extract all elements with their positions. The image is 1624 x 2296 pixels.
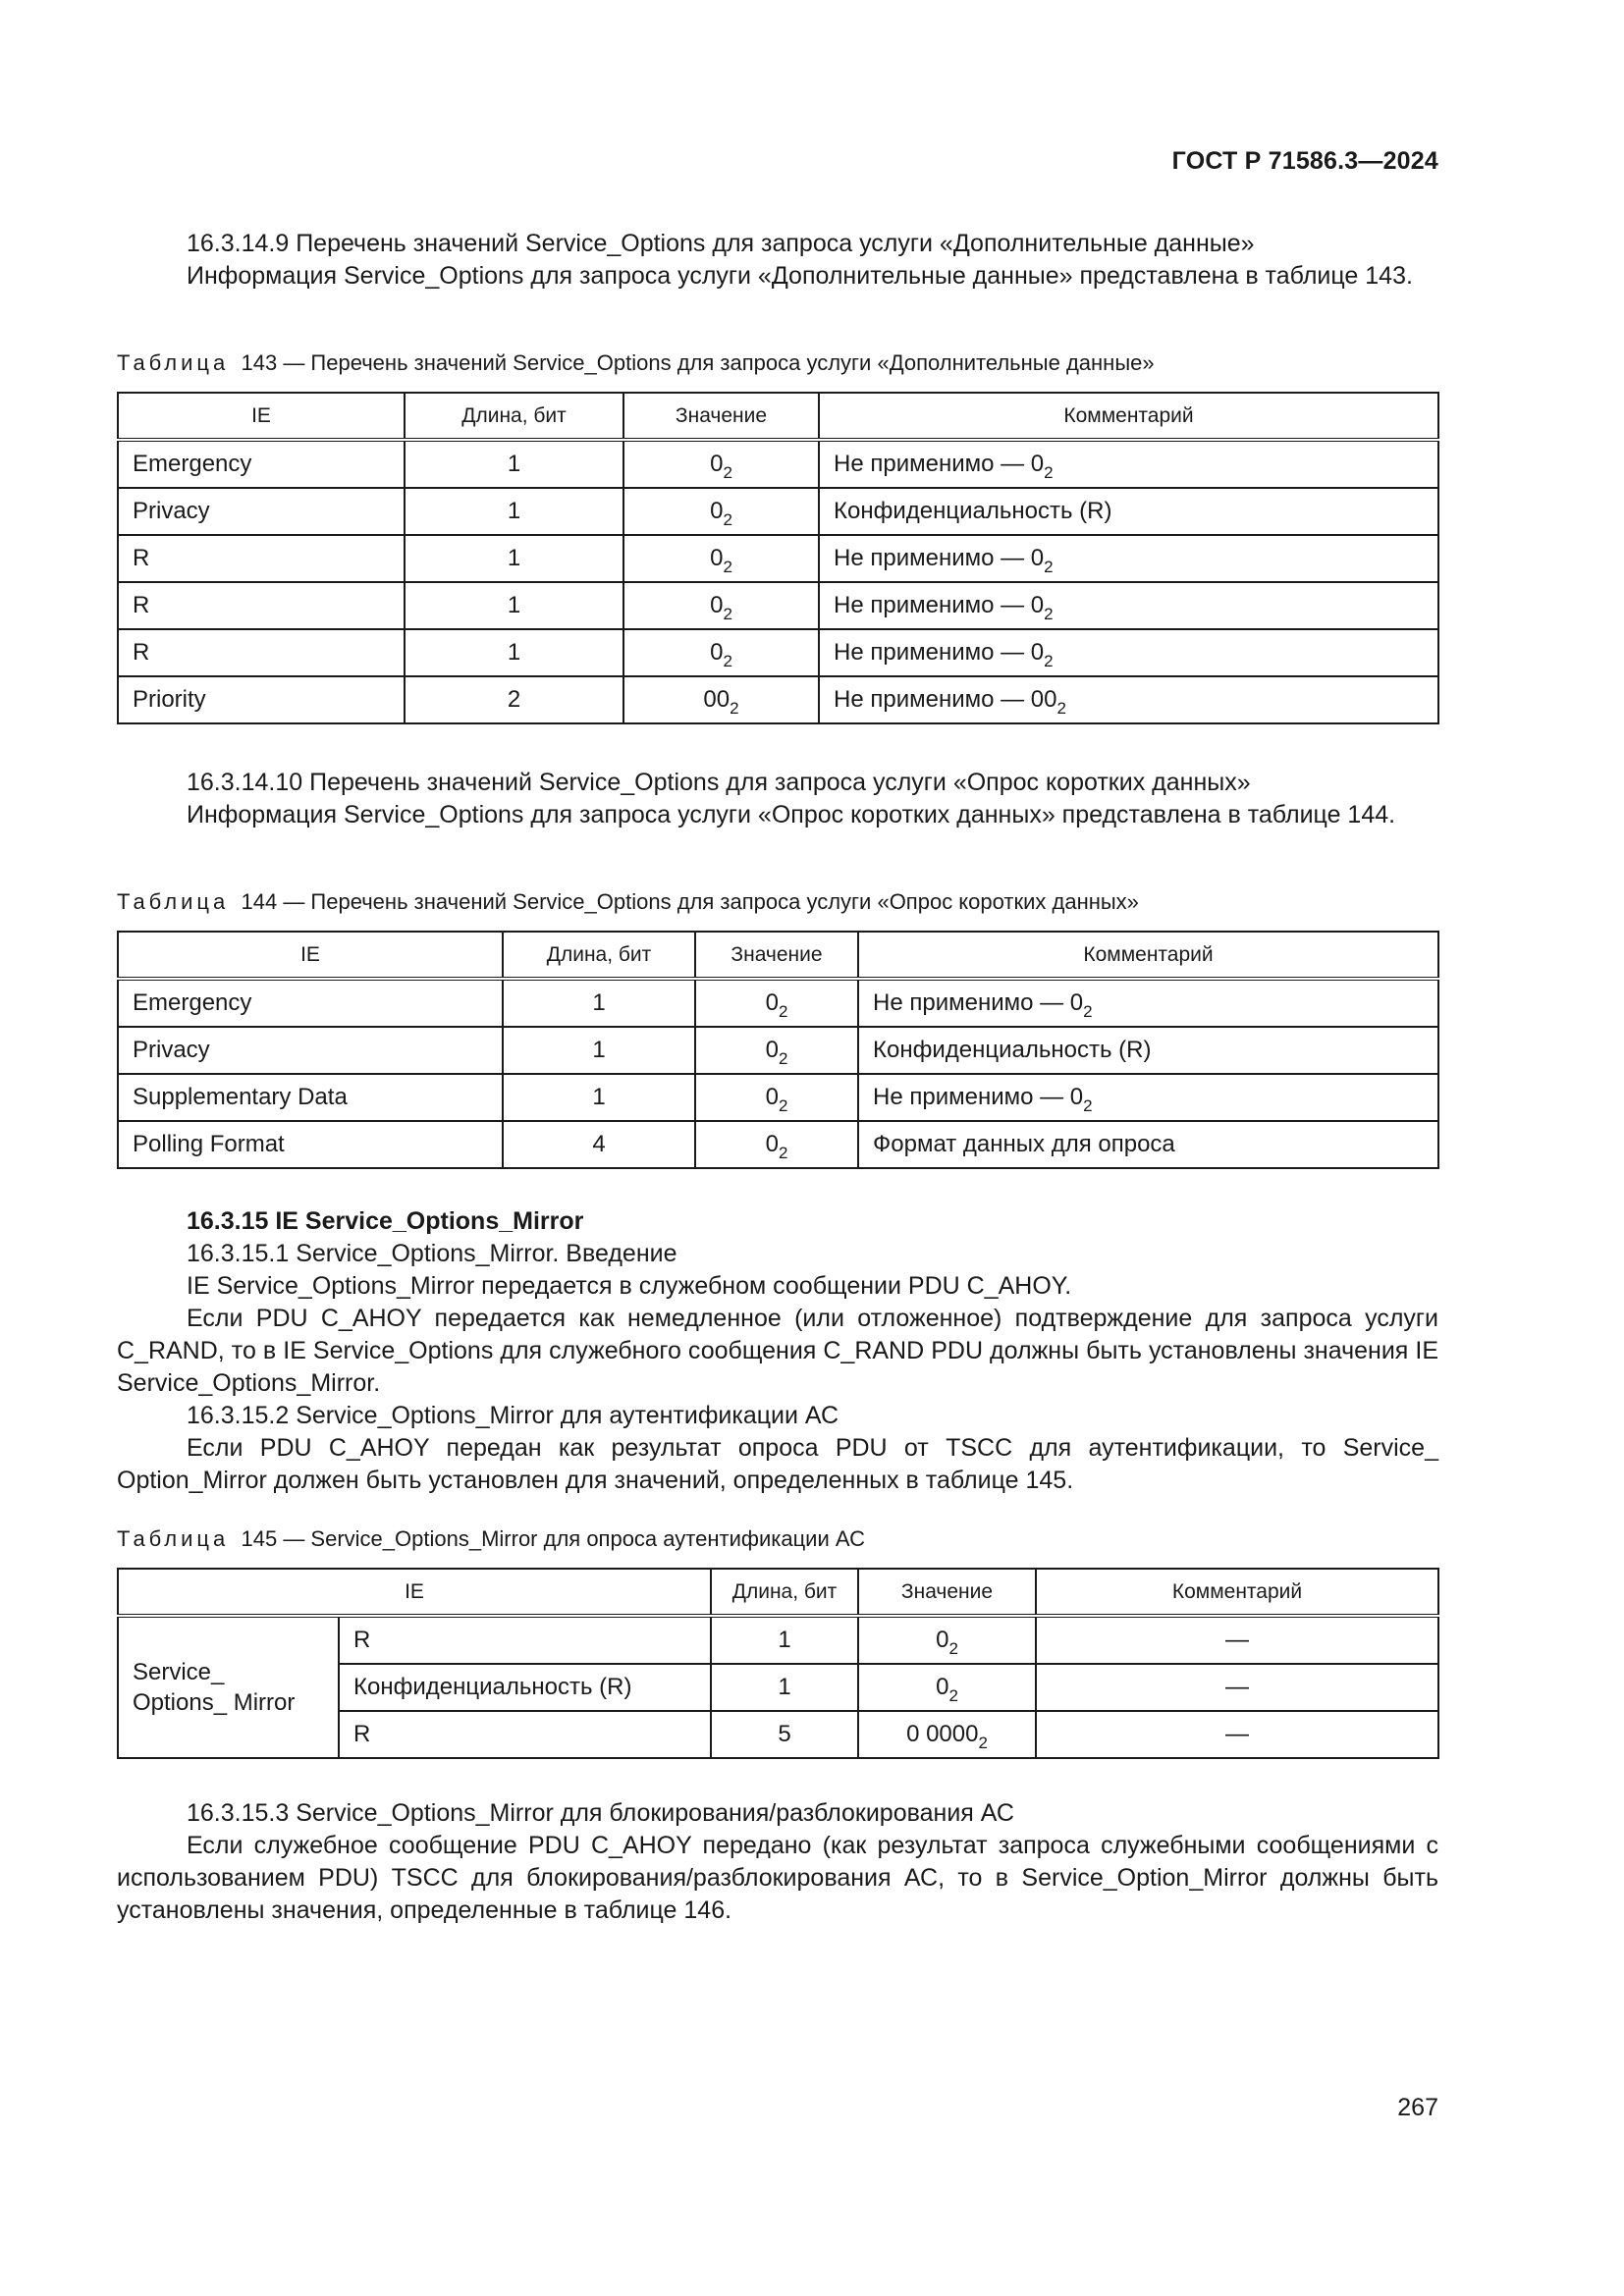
caption-text: 145 — Service_Options_Mirror для опроса аутентификации АС [241,1526,865,1551]
column-header: Комментарий [1036,1569,1438,1616]
paragraph: Если PDU C_AHOY передан как результат опроса PDU от TSCC для аутентификации, то Service_ Option_Mirror должен быть установлен для значений, определенных в таблице 145. [117,1434,1438,1494]
table-header-row [118,1569,1438,1616]
comment-cell [858,979,1438,1027]
value-cell [695,1121,858,1168]
value-subscript: 2 [778,1049,788,1068]
length-cell: 1 [405,582,623,629]
table-row [118,1074,1438,1121]
caption-prefix: Таблица [117,350,230,375]
comment-subscript: 2 [1044,463,1054,482]
table-143 [117,392,1439,724]
ie-cell: Privacy [118,488,405,535]
value-text: 0 [936,1674,949,1700]
value-subscript: 2 [948,1639,958,1658]
comment-subscript: 2 [1083,1002,1093,1021]
value-cell [858,1664,1036,1711]
value-text: 00 [703,686,731,713]
column-header: Комментарий [819,393,1438,440]
comment-text: Не применимо — 0 [873,1084,1084,1110]
table-145 [117,1568,1439,1759]
value-subscript: 2 [723,652,732,670]
value-cell [623,582,819,629]
ie-cell: Emergency [118,440,405,488]
table-144-caption [117,887,1139,917]
value-text: 0 [710,545,724,571]
standard-code: ГОСТ Р 71586.3—2024 [1171,147,1438,175]
table-row [118,582,1438,629]
value-cell [695,1074,858,1121]
comment-cell [858,1074,1438,1121]
paragraph: Если служебное сообщение PDU C_AHOY передано (как результат запроса служебными сообщениями с использованием PDU) TSCC для блокирования/разблокирования АС, то в Service_Option_Mirror должны быть установлены значения, определенные в таблице 146. [117,1832,1438,1924]
value-text: 0 [710,498,724,524]
group-label-cell: Service_ Options_ Mirror [118,1616,339,1758]
column-header: IE [118,393,405,440]
value-cell [623,535,819,582]
value-text: 0 [765,1131,779,1157]
caption-text: 143 — Перечень значений Service_Options для запроса услуги «Дополнительные данные» [241,350,1155,375]
value-text: 0 0000 [906,1721,979,1747]
column-header: Длина, бит [503,932,695,979]
comment-cell [819,488,1438,535]
comment-text: Конфиденциальность (R) [873,1037,1152,1063]
section-16-3-15 [117,1205,1438,1497]
ie-cell: Supplementary Data [118,1074,503,1121]
length-cell: 1 [503,1074,695,1121]
value-subscript: 2 [730,699,739,718]
value-text: 0 [936,1627,949,1653]
table-row [118,535,1438,582]
section-heading: 16.3.15 IE Service_Options_Mirror [187,1207,584,1235]
value-subscript: 2 [948,1686,958,1705]
comment-text: Не применимо — 0 [834,639,1045,666]
column-header: Комментарий [858,932,1438,979]
value-subscript: 2 [723,463,732,482]
ie-cell: Privacy [118,1027,503,1074]
length-cell: 4 [503,1121,695,1168]
comment-cell [819,440,1438,488]
comment-text: Не применимо — 0 [834,545,1045,571]
section-heading: 16.3.14.10 Перечень значений Service_Options для запроса услуги «Опрос коротких данных» [187,769,1251,796]
comment-subscript: 2 [1044,652,1054,670]
value-cell [858,1711,1036,1758]
ie-cell: R [118,629,405,676]
value-cell [623,440,819,488]
comment-cell [819,582,1438,629]
comment-text: Формат данных для опроса [873,1131,1175,1157]
comment-text: Не применимо — 0 [834,592,1045,618]
comment-cell: — [1036,1616,1438,1664]
ie-cell: R [118,582,405,629]
column-header: Длина, бит [711,1569,858,1616]
table-row [118,979,1438,1027]
comment-text: Не применимо — 0 [873,989,1084,1016]
subsection-heading: 16.3.15.2 Service_Options_Mirror для аутентификации АС [187,1402,839,1429]
value-subscript: 2 [778,1144,788,1162]
table-header-row [118,932,1438,979]
ie-cell: Priority [118,676,405,723]
table-row [118,440,1438,488]
comment-cell [858,1027,1438,1074]
column-header: IE [118,1569,711,1616]
caption-text: 144 — Перечень значений Service_Options для запроса услуги «Опрос коротких данных» [241,889,1139,914]
table-145-caption [117,1524,865,1554]
section-16-3-15-3 [117,1797,1438,1927]
comment-subscript: 2 [1044,605,1054,623]
length-cell: 1 [503,1027,695,1074]
value-cell [623,629,819,676]
length-cell: 1 [711,1616,858,1664]
comment-cell [819,535,1438,582]
paragraph: IE Service_Options_Mirror передается в служебном сообщении PDU C_AHOY. [187,1272,1072,1300]
value-subscript: 2 [978,1734,988,1752]
table-header-row [118,393,1438,440]
comment-text: Не применимо — 0 [834,451,1045,477]
value-cell [695,979,858,1027]
comment-cell [819,629,1438,676]
comment-cell [858,1121,1438,1168]
value-cell [623,676,819,723]
subsection-heading: 16.3.15.3 Service_Options_Mirror для блокирования/разблокирования АС [187,1799,1014,1827]
comment-cell: — [1036,1711,1438,1758]
section-16-3-14-10 [117,767,1438,831]
value-subscript: 2 [723,605,732,623]
section-16-3-14-9 [117,228,1438,293]
value-text: 0 [710,639,724,666]
column-header: Значение [858,1569,1036,1616]
length-cell: 1 [405,629,623,676]
subsection-heading: 16.3.15.1 Service_Options_Mirror. Введение [187,1240,677,1267]
comment-subscript: 2 [1083,1096,1093,1115]
ie-cell: R [118,535,405,582]
table-row [118,488,1438,535]
value-text: 0 [765,989,779,1016]
column-header: Значение [695,932,858,979]
table-row [118,676,1438,723]
length-cell: 1 [405,535,623,582]
page-number: 267 [1397,2094,1438,2121]
value-subscript: 2 [778,1096,788,1115]
section-heading: 16.3.14.9 Перечень значений Service_Options для запроса услуги «Дополнительные данные» [187,230,1255,257]
length-cell: 1 [503,979,695,1027]
value-subscript: 2 [723,558,732,576]
comment-subscript: 2 [1056,699,1066,718]
paragraph: Информация Service_Options для запроса услуги «Дополнительные данные» представлена в таблице 143. [187,262,1413,290]
comment-cell [819,676,1438,723]
value-cell [623,488,819,535]
column-header: IE [118,932,503,979]
value-text: 0 [710,451,724,477]
caption-prefix: Таблица [117,1526,230,1551]
length-cell: 2 [405,676,623,723]
comment-cell: — [1036,1664,1438,1711]
length-cell: 1 [711,1664,858,1711]
value-subscript: 2 [723,510,732,529]
ie-cell: Polling Format [118,1121,503,1168]
ie-cell: Emergency [118,979,503,1027]
ie-cell: R [339,1711,711,1758]
paragraph: Если PDU C_AHOY передается как немедленное (или отложенное) подтверждение для запроса услуги C_RAND, то в IE Service_Options для служебного сообщения C_RAND PDU должны быть установлены значения IE Service_Options_Mirror. [117,1305,1438,1397]
paragraph: Информация Service_Options для запроса услуги «Опрос коротких данных» представлена в таблице 144. [187,801,1396,828]
value-subscript: 2 [778,1002,788,1021]
comment-subscript: 2 [1044,558,1054,576]
value-cell [695,1027,858,1074]
column-header: Длина, бит [405,393,623,440]
value-text: 0 [765,1084,779,1110]
table-row [118,1616,1438,1664]
table-row [118,1027,1438,1074]
column-header: Значение [623,393,819,440]
comment-text: Конфиденциальность (R) [834,498,1112,524]
length-cell: 5 [711,1711,858,1758]
ie-cell: R [339,1616,711,1664]
table-row [118,1121,1438,1168]
table-row [118,629,1438,676]
table-143-caption [117,348,1155,378]
caption-prefix: Таблица [117,889,230,914]
comment-text: Не применимо — 00 [834,686,1057,713]
value-cell [858,1616,1036,1664]
value-text: 0 [765,1037,779,1063]
ie-cell: Конфиденциальность (R) [339,1664,711,1711]
table-144 [117,931,1439,1169]
length-cell: 1 [405,488,623,535]
value-text: 0 [710,592,724,618]
length-cell: 1 [405,440,623,488]
